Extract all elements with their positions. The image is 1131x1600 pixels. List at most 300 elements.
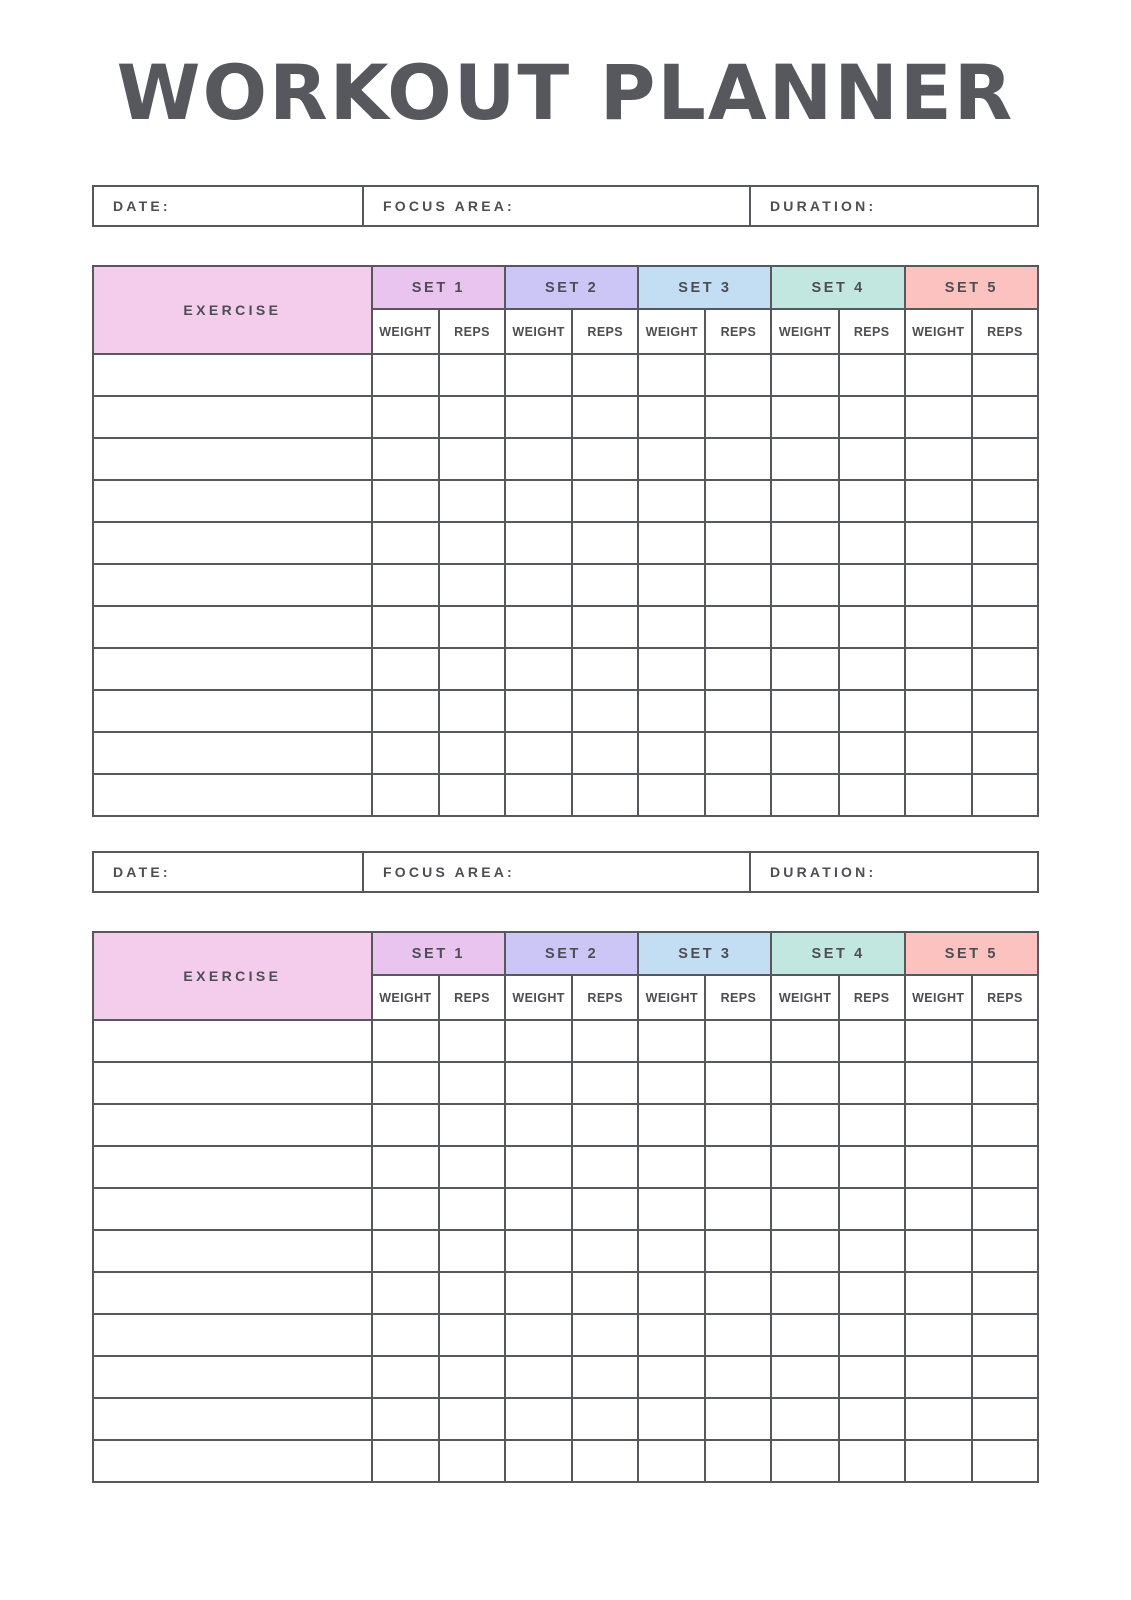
reps-cell[interactable] bbox=[572, 1398, 638, 1440]
weight-cell[interactable] bbox=[372, 1062, 439, 1104]
table-header-row-2 bbox=[93, 932, 1038, 975]
reps-cell[interactable] bbox=[972, 1398, 1038, 1440]
reps-cell[interactable] bbox=[972, 606, 1038, 648]
weight-cell[interactable] bbox=[372, 1314, 439, 1356]
reps-cell[interactable] bbox=[439, 396, 505, 438]
reps-cell[interactable] bbox=[572, 1314, 638, 1356]
weight-cell[interactable] bbox=[771, 522, 838, 564]
reps-cell[interactable] bbox=[439, 606, 505, 648]
weight-cell[interactable] bbox=[638, 522, 705, 564]
duration-label-1: DURATION: bbox=[770, 198, 877, 215]
date-label-2: DATE: bbox=[113, 864, 171, 881]
reps-cell[interactable] bbox=[839, 438, 905, 480]
weight-cell[interactable] bbox=[638, 396, 705, 438]
exercise-cell[interactable] bbox=[93, 522, 372, 564]
exercise-cell[interactable] bbox=[93, 396, 372, 438]
reps-cell[interactable] bbox=[972, 1230, 1038, 1272]
reps-cell[interactable] bbox=[572, 1230, 638, 1272]
reps-cell[interactable] bbox=[439, 522, 505, 564]
reps-cell[interactable] bbox=[439, 1146, 505, 1188]
weight-cell[interactable] bbox=[905, 1188, 972, 1230]
reps-cell[interactable] bbox=[572, 354, 638, 396]
weight-cell[interactable] bbox=[905, 1440, 972, 1482]
reps-cell[interactable] bbox=[439, 690, 505, 732]
workout-table-body-2 bbox=[93, 1020, 1038, 1482]
date-field-2[interactable] bbox=[94, 853, 364, 891]
weight-cell[interactable] bbox=[372, 1398, 439, 1440]
weight-cell[interactable] bbox=[905, 1398, 972, 1440]
weight-cell[interactable] bbox=[505, 1230, 572, 1272]
weight-cell[interactable] bbox=[638, 1020, 705, 1062]
reps-cell[interactable] bbox=[439, 354, 505, 396]
workout-table-body-1 bbox=[93, 354, 1038, 816]
reps-cell[interactable] bbox=[705, 690, 771, 732]
weight-cell[interactable] bbox=[505, 396, 572, 438]
table-row bbox=[93, 1272, 1038, 1314]
exercise-cell[interactable] bbox=[93, 1146, 372, 1188]
reps-cell[interactable] bbox=[972, 1356, 1038, 1398]
reps-cell[interactable] bbox=[705, 1230, 771, 1272]
reps-cell[interactable] bbox=[839, 606, 905, 648]
reps-cell[interactable] bbox=[972, 438, 1038, 480]
reps-cell[interactable] bbox=[572, 1272, 638, 1314]
set-3-weight-header-2: WEIGHT bbox=[638, 975, 705, 1020]
reps-cell[interactable] bbox=[839, 354, 905, 396]
reps-cell[interactable] bbox=[705, 1398, 771, 1440]
weight-cell[interactable] bbox=[372, 732, 439, 774]
weight-cell[interactable] bbox=[638, 438, 705, 480]
reps-cell[interactable] bbox=[972, 522, 1038, 564]
weight-cell[interactable] bbox=[905, 522, 972, 564]
set-3-reps-header: REPS bbox=[705, 309, 771, 354]
weight-cell[interactable] bbox=[505, 354, 572, 396]
reps-cell[interactable] bbox=[439, 1398, 505, 1440]
reps-cell[interactable] bbox=[572, 732, 638, 774]
date-field-1[interactable] bbox=[94, 187, 364, 225]
reps-cell[interactable] bbox=[439, 1062, 505, 1104]
exercise-cell[interactable] bbox=[93, 354, 372, 396]
weight-cell[interactable] bbox=[505, 1020, 572, 1062]
weight-cell[interactable] bbox=[638, 1104, 705, 1146]
weight-cell[interactable] bbox=[638, 1062, 705, 1104]
weight-cell[interactable] bbox=[372, 1020, 439, 1062]
exercise-cell[interactable] bbox=[93, 564, 372, 606]
reps-cell[interactable] bbox=[972, 1104, 1038, 1146]
reps-cell[interactable] bbox=[572, 1062, 638, 1104]
duration-field-2[interactable] bbox=[751, 853, 1037, 891]
exercise-cell[interactable] bbox=[93, 1356, 372, 1398]
exercise-cell[interactable] bbox=[93, 774, 372, 816]
table-row bbox=[93, 396, 1038, 438]
weight-cell[interactable] bbox=[505, 1356, 572, 1398]
reps-cell[interactable] bbox=[972, 1188, 1038, 1230]
set-5-header-2: SET 5 bbox=[905, 932, 1038, 975]
table-row bbox=[93, 480, 1038, 522]
weight-cell[interactable] bbox=[771, 396, 838, 438]
weight-cell[interactable] bbox=[905, 396, 972, 438]
reps-cell[interactable] bbox=[439, 1230, 505, 1272]
exercise-cell[interactable] bbox=[93, 1314, 372, 1356]
reps-cell[interactable] bbox=[839, 732, 905, 774]
reps-cell[interactable] bbox=[839, 564, 905, 606]
weight-cell[interactable] bbox=[505, 690, 572, 732]
set-2-header: SET 2 bbox=[505, 266, 638, 309]
weight-cell[interactable] bbox=[905, 1062, 972, 1104]
reps-cell[interactable] bbox=[572, 438, 638, 480]
reps-cell[interactable] bbox=[705, 1062, 771, 1104]
reps-cell[interactable] bbox=[705, 354, 771, 396]
weight-cell[interactable] bbox=[905, 732, 972, 774]
reps-cell[interactable] bbox=[705, 480, 771, 522]
meta-bar-2 bbox=[92, 851, 1039, 893]
reps-cell[interactable] bbox=[839, 1398, 905, 1440]
reps-cell[interactable] bbox=[439, 732, 505, 774]
weight-cell[interactable] bbox=[638, 648, 705, 690]
weight-cell[interactable] bbox=[372, 396, 439, 438]
weight-cell[interactable] bbox=[372, 774, 439, 816]
weight-cell[interactable] bbox=[505, 438, 572, 480]
reps-cell[interactable] bbox=[839, 1020, 905, 1062]
set-1-weight-header: WEIGHT bbox=[372, 309, 439, 354]
set-2-weight-header: WEIGHT bbox=[505, 309, 572, 354]
weight-cell[interactable] bbox=[372, 1104, 439, 1146]
weight-cell[interactable] bbox=[771, 1440, 838, 1482]
table-row bbox=[93, 1440, 1038, 1482]
set-1-header-2: SET 1 bbox=[372, 932, 505, 975]
weight-cell[interactable] bbox=[372, 522, 439, 564]
reps-cell[interactable] bbox=[439, 1440, 505, 1482]
reps-cell[interactable] bbox=[572, 1104, 638, 1146]
set-2-weight-header-2: WEIGHT bbox=[505, 975, 572, 1020]
weight-cell[interactable] bbox=[638, 606, 705, 648]
set-4-header: SET 4 bbox=[771, 266, 904, 309]
weight-cell[interactable] bbox=[905, 606, 972, 648]
reps-cell[interactable] bbox=[705, 1356, 771, 1398]
reps-cell[interactable] bbox=[839, 1230, 905, 1272]
workout-table-2 bbox=[92, 931, 1039, 1483]
weight-cell[interactable] bbox=[505, 1272, 572, 1314]
reps-cell[interactable] bbox=[705, 774, 771, 816]
exercise-cell[interactable] bbox=[93, 1020, 372, 1062]
table-row bbox=[93, 1398, 1038, 1440]
reps-cell[interactable] bbox=[972, 1272, 1038, 1314]
set-5-weight-header-2: WEIGHT bbox=[905, 975, 972, 1020]
set-1-reps-header-2: REPS bbox=[439, 975, 505, 1020]
reps-cell[interactable] bbox=[439, 438, 505, 480]
focus-area-label-2: FOCUS AREA: bbox=[383, 864, 515, 881]
weight-cell[interactable] bbox=[771, 774, 838, 816]
table-row bbox=[93, 690, 1038, 732]
reps-cell[interactable] bbox=[705, 648, 771, 690]
weight-cell[interactable] bbox=[771, 1272, 838, 1314]
weight-cell[interactable] bbox=[638, 1188, 705, 1230]
weight-cell[interactable] bbox=[372, 480, 439, 522]
page-title: WORKOUT PLANNER bbox=[116, 48, 1015, 137]
weight-cell[interactable] bbox=[771, 1398, 838, 1440]
reps-cell[interactable] bbox=[572, 648, 638, 690]
weight-cell[interactable] bbox=[638, 1314, 705, 1356]
table-row bbox=[93, 732, 1038, 774]
focus-area-field-2[interactable] bbox=[364, 853, 751, 891]
weight-cell[interactable] bbox=[372, 354, 439, 396]
table-row bbox=[93, 354, 1038, 396]
set-2-header-2: SET 2 bbox=[505, 932, 638, 975]
weight-cell[interactable] bbox=[638, 480, 705, 522]
reps-cell[interactable] bbox=[972, 1020, 1038, 1062]
reps-cell[interactable] bbox=[972, 1440, 1038, 1482]
weight-cell[interactable] bbox=[372, 648, 439, 690]
reps-cell[interactable] bbox=[972, 564, 1038, 606]
weight-cell[interactable] bbox=[771, 1062, 838, 1104]
exercise-cell[interactable] bbox=[93, 1398, 372, 1440]
reps-cell[interactable] bbox=[705, 396, 771, 438]
weight-cell[interactable] bbox=[638, 1146, 705, 1188]
weight-cell[interactable] bbox=[905, 564, 972, 606]
weight-cell[interactable] bbox=[372, 1440, 439, 1482]
weight-cell[interactable] bbox=[505, 732, 572, 774]
set-5-reps-header-2: REPS bbox=[972, 975, 1038, 1020]
reps-cell[interactable] bbox=[572, 1146, 638, 1188]
weight-cell[interactable] bbox=[905, 438, 972, 480]
reps-cell[interactable] bbox=[705, 564, 771, 606]
reps-cell[interactable] bbox=[572, 1356, 638, 1398]
weight-cell[interactable] bbox=[905, 1356, 972, 1398]
table-row bbox=[93, 1230, 1038, 1272]
reps-cell[interactable] bbox=[705, 1188, 771, 1230]
reps-cell[interactable] bbox=[439, 1020, 505, 1062]
weight-cell[interactable] bbox=[372, 564, 439, 606]
reps-cell[interactable] bbox=[705, 1440, 771, 1482]
table-row bbox=[93, 564, 1038, 606]
reps-cell[interactable] bbox=[572, 396, 638, 438]
weight-cell[interactable] bbox=[372, 1188, 439, 1230]
reps-cell[interactable] bbox=[439, 564, 505, 606]
focus-area-field-1[interactable] bbox=[364, 187, 751, 225]
weight-cell[interactable] bbox=[905, 774, 972, 816]
weight-cell[interactable] bbox=[505, 1314, 572, 1356]
reps-cell[interactable] bbox=[972, 774, 1038, 816]
exercise-cell[interactable] bbox=[93, 1104, 372, 1146]
reps-cell[interactable] bbox=[572, 480, 638, 522]
reps-cell[interactable] bbox=[439, 1314, 505, 1356]
reps-cell[interactable] bbox=[839, 690, 905, 732]
weight-cell[interactable] bbox=[771, 606, 838, 648]
weight-cell[interactable] bbox=[372, 438, 439, 480]
exercise-cell[interactable] bbox=[93, 732, 372, 774]
reps-cell[interactable] bbox=[439, 1104, 505, 1146]
duration-label-2: DURATION: bbox=[770, 864, 877, 881]
weight-cell[interactable] bbox=[505, 774, 572, 816]
exercise-cell[interactable] bbox=[93, 606, 372, 648]
table-row bbox=[93, 1314, 1038, 1356]
weight-cell[interactable] bbox=[638, 1398, 705, 1440]
reps-cell[interactable] bbox=[839, 1188, 905, 1230]
weight-cell[interactable] bbox=[505, 1146, 572, 1188]
reps-cell[interactable] bbox=[705, 1314, 771, 1356]
weight-cell[interactable] bbox=[771, 1020, 838, 1062]
weight-cell[interactable] bbox=[771, 1356, 838, 1398]
reps-cell[interactable] bbox=[572, 1188, 638, 1230]
set-5-weight-header: WEIGHT bbox=[905, 309, 972, 354]
reps-cell[interactable] bbox=[705, 1020, 771, 1062]
reps-cell[interactable] bbox=[972, 480, 1038, 522]
weight-cell[interactable] bbox=[638, 354, 705, 396]
set-3-header: SET 3 bbox=[638, 266, 771, 309]
exercise-cell[interactable] bbox=[93, 1230, 372, 1272]
table-row bbox=[93, 438, 1038, 480]
reps-cell[interactable] bbox=[839, 648, 905, 690]
weight-cell[interactable] bbox=[638, 690, 705, 732]
reps-cell[interactable] bbox=[439, 774, 505, 816]
reps-cell[interactable] bbox=[705, 1146, 771, 1188]
weight-cell[interactable] bbox=[771, 1104, 838, 1146]
weight-cell[interactable] bbox=[905, 690, 972, 732]
weight-cell[interactable] bbox=[505, 1062, 572, 1104]
weight-cell[interactable] bbox=[372, 1230, 439, 1272]
reps-cell[interactable] bbox=[439, 480, 505, 522]
reps-cell[interactable] bbox=[839, 1356, 905, 1398]
table-row bbox=[93, 606, 1038, 648]
reps-cell[interactable] bbox=[839, 522, 905, 564]
weight-cell[interactable] bbox=[638, 1440, 705, 1482]
reps-cell[interactable] bbox=[572, 564, 638, 606]
weight-cell[interactable] bbox=[905, 1272, 972, 1314]
reps-cell[interactable] bbox=[705, 438, 771, 480]
reps-cell[interactable] bbox=[972, 354, 1038, 396]
reps-cell[interactable] bbox=[705, 1272, 771, 1314]
set-3-header-2: SET 3 bbox=[638, 932, 771, 975]
weight-cell[interactable] bbox=[905, 1146, 972, 1188]
set-4-reps-header: REPS bbox=[839, 309, 905, 354]
set-4-reps-header-2: REPS bbox=[839, 975, 905, 1020]
reps-cell[interactable] bbox=[572, 690, 638, 732]
set-4-weight-header-2: WEIGHT bbox=[771, 975, 838, 1020]
reps-cell[interactable] bbox=[839, 1440, 905, 1482]
weight-cell[interactable] bbox=[505, 1440, 572, 1482]
exercise-cell[interactable] bbox=[93, 1272, 372, 1314]
weight-cell[interactable] bbox=[372, 1272, 439, 1314]
reps-cell[interactable] bbox=[572, 522, 638, 564]
weight-cell[interactable] bbox=[638, 1272, 705, 1314]
exercise-cell[interactable] bbox=[93, 438, 372, 480]
weight-cell[interactable] bbox=[771, 1146, 838, 1188]
weight-cell[interactable] bbox=[771, 1314, 838, 1356]
weight-cell[interactable] bbox=[905, 480, 972, 522]
weight-cell[interactable] bbox=[905, 1230, 972, 1272]
table-row bbox=[93, 1146, 1038, 1188]
reps-cell[interactable] bbox=[839, 1146, 905, 1188]
weight-cell[interactable] bbox=[771, 1188, 838, 1230]
weight-cell[interactable] bbox=[505, 606, 572, 648]
reps-cell[interactable] bbox=[572, 1440, 638, 1482]
table-row bbox=[93, 648, 1038, 690]
weight-cell[interactable] bbox=[905, 1314, 972, 1356]
weight-cell[interactable] bbox=[372, 606, 439, 648]
exercise-cell[interactable] bbox=[93, 1440, 372, 1482]
reps-cell[interactable] bbox=[839, 480, 905, 522]
weight-cell[interactable] bbox=[505, 564, 572, 606]
set-1-header: SET 1 bbox=[372, 266, 505, 309]
reps-cell[interactable] bbox=[839, 774, 905, 816]
weight-cell[interactable] bbox=[638, 774, 705, 816]
reps-cell[interactable] bbox=[839, 1314, 905, 1356]
weight-cell[interactable] bbox=[505, 480, 572, 522]
weight-cell[interactable] bbox=[638, 732, 705, 774]
weight-cell[interactable] bbox=[771, 648, 838, 690]
weight-cell[interactable] bbox=[771, 1230, 838, 1272]
exercise-cell[interactable] bbox=[93, 690, 372, 732]
exercise-column-header-2: EXERCISE bbox=[93, 932, 372, 1020]
reps-cell[interactable] bbox=[439, 1188, 505, 1230]
reps-cell[interactable] bbox=[572, 1020, 638, 1062]
weight-cell[interactable] bbox=[638, 1356, 705, 1398]
exercise-cell[interactable] bbox=[93, 648, 372, 690]
weight-cell[interactable] bbox=[771, 690, 838, 732]
weight-cell[interactable] bbox=[505, 648, 572, 690]
weight-cell[interactable] bbox=[505, 1104, 572, 1146]
duration-field-1[interactable] bbox=[751, 187, 1037, 225]
exercise-cell[interactable] bbox=[93, 1062, 372, 1104]
weight-cell[interactable] bbox=[771, 480, 838, 522]
weight-cell[interactable] bbox=[905, 354, 972, 396]
reps-cell[interactable] bbox=[572, 606, 638, 648]
weight-cell[interactable] bbox=[771, 564, 838, 606]
reps-cell[interactable] bbox=[705, 522, 771, 564]
table-row bbox=[93, 1356, 1038, 1398]
weight-cell[interactable] bbox=[638, 564, 705, 606]
reps-cell[interactable] bbox=[972, 732, 1038, 774]
reps-cell[interactable] bbox=[439, 1356, 505, 1398]
weight-cell[interactable] bbox=[372, 690, 439, 732]
reps-cell[interactable] bbox=[839, 1104, 905, 1146]
reps-cell[interactable] bbox=[839, 396, 905, 438]
set-1-reps-header: REPS bbox=[439, 309, 505, 354]
weight-cell[interactable] bbox=[372, 1356, 439, 1398]
weight-cell[interactable] bbox=[505, 522, 572, 564]
weight-cell[interactable] bbox=[505, 1188, 572, 1230]
exercise-cell[interactable] bbox=[93, 480, 372, 522]
weight-cell[interactable] bbox=[638, 1230, 705, 1272]
reps-cell[interactable] bbox=[705, 606, 771, 648]
weight-cell[interactable] bbox=[505, 1398, 572, 1440]
reps-cell[interactable] bbox=[972, 648, 1038, 690]
weight-cell[interactable] bbox=[771, 354, 838, 396]
reps-cell[interactable] bbox=[439, 1272, 505, 1314]
reps-cell[interactable] bbox=[972, 1062, 1038, 1104]
weight-cell[interactable] bbox=[771, 438, 838, 480]
reps-cell[interactable] bbox=[839, 1062, 905, 1104]
reps-cell[interactable] bbox=[972, 690, 1038, 732]
exercise-column-header-1: EXERCISE bbox=[93, 266, 372, 354]
table-row bbox=[93, 522, 1038, 564]
reps-cell[interactable] bbox=[839, 1272, 905, 1314]
reps-cell[interactable] bbox=[572, 774, 638, 816]
reps-cell[interactable] bbox=[972, 1314, 1038, 1356]
reps-cell[interactable] bbox=[972, 396, 1038, 438]
weight-cell[interactable] bbox=[372, 1146, 439, 1188]
reps-cell[interactable] bbox=[705, 1104, 771, 1146]
weight-cell[interactable] bbox=[905, 1104, 972, 1146]
reps-cell[interactable] bbox=[972, 1146, 1038, 1188]
exercise-cell[interactable] bbox=[93, 1188, 372, 1230]
reps-cell[interactable] bbox=[439, 648, 505, 690]
set-5-header: SET 5 bbox=[905, 266, 1038, 309]
set-2-reps-header: REPS bbox=[572, 309, 638, 354]
weight-cell[interactable] bbox=[905, 1020, 972, 1062]
reps-cell[interactable] bbox=[705, 732, 771, 774]
weight-cell[interactable] bbox=[905, 648, 972, 690]
weight-cell[interactable] bbox=[771, 732, 838, 774]
